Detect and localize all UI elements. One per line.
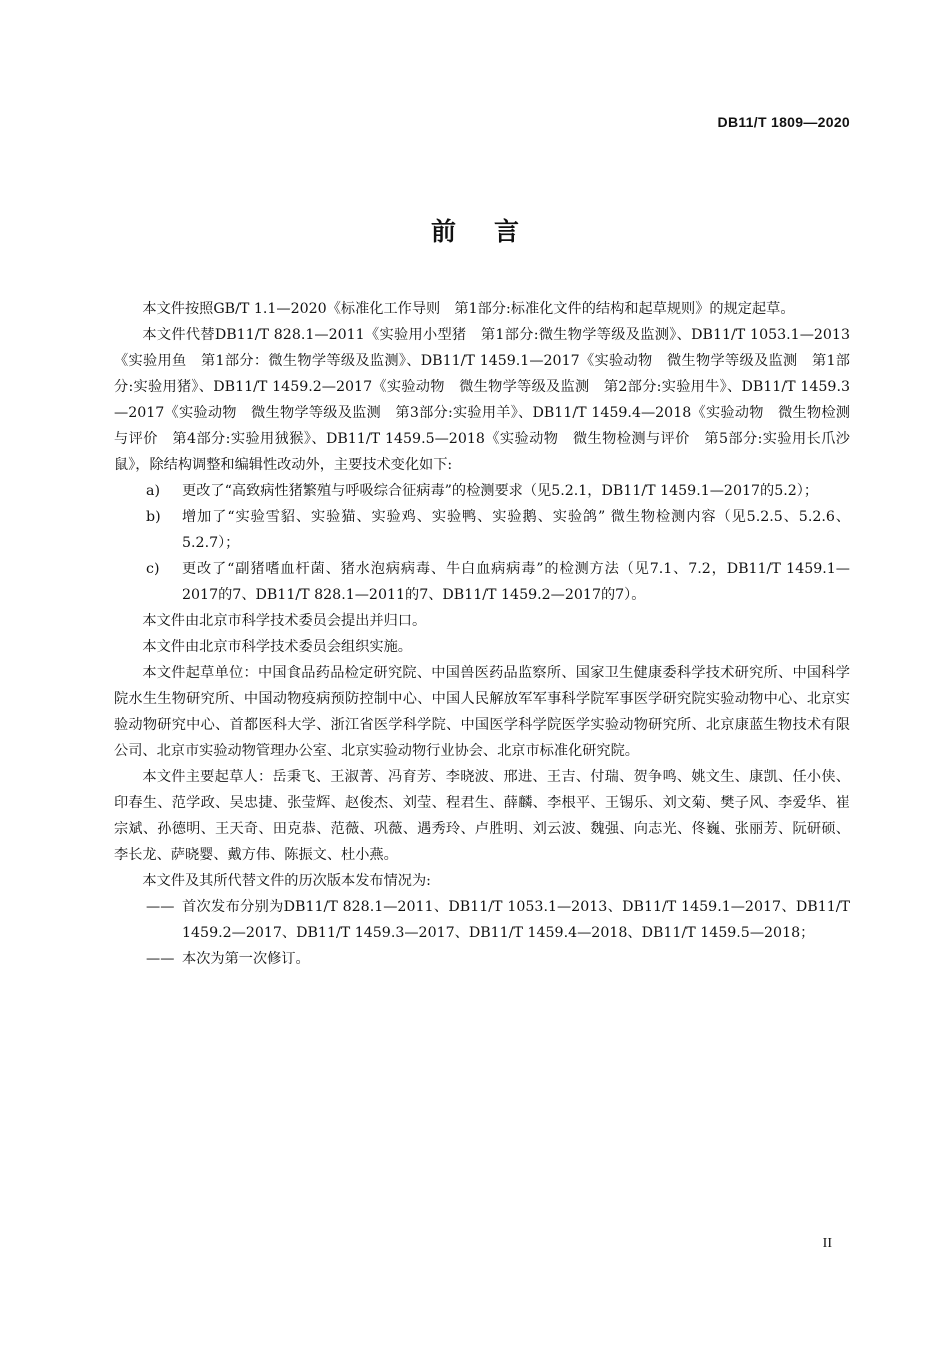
list-item-text: 更改了“副猪嗜血杆菌、猪水泡病病毒、牛白血病病毒”的检测方法（见7.1、7.2，DB11/T 1459.1—2017的7、DB11/T 828.1—2011的7、DB11/T 1459.2—2017的7）。 [182,561,850,603]
history-item-dash: —— [146,951,175,967]
history-item-text: 首次发布分别为DB11/T 828.1—2011、DB11/T 1053.1—2013、DB11/T 1459.1—2017、DB11/T 1459.2—2017、DB11/T 1459.3—2017、DB11/T 1459.4—2018、DB11/T 1459.5—2018； [182,899,850,941]
history-item [114,894,850,946]
list-item [114,478,850,504]
list-item-label: c) [146,561,160,577]
paragraph-version-history: 本文件及其所代替文件的历次版本发布情况为: [142,873,431,889]
list-item [114,556,850,608]
list-item-label: b) [146,509,161,525]
history-item-text: 本次为第一次修订。 [182,951,310,967]
history-item-dash: —— [146,899,175,915]
list-item-label: a) [146,483,160,499]
list-item [114,504,850,556]
foreword-body [114,296,850,972]
paragraph-implementer: 本文件由北京市科学技术委员会组织实施。 [142,639,412,655]
paragraph-proposer: 本文件由北京市科学技术委员会提出并归口。 [142,613,427,629]
paragraph-drafters: 本文件主要起草人：岳秉飞、王淑菁、冯育芳、李晓波、邢进、王吉、付瑞、贺争鸣、姚文生、康凯、任小侠、印春生、范学政、吴忠捷、张莹辉、赵俊杰、刘莹、程君生、薛麟、李根平、王锡乐、刘文菊、樊子风、李爱华、崔宗斌、孙德明、王天奇、田克恭、范薇、巩薇、遇秀玲、卢胜明、刘云波、魏强、向志光、佟巍、张丽芳、阮研硕、李长龙、萨晓婴、戴方伟、陈振文、杜小燕。 [114,769,850,863]
paragraph-replacement: 本文件代替DB11/T 828.1—2011《实验用小型猪 第1部分:微生物学等级及监测》、DB11/T 1053.1—2013《实验用鱼 第1部分：微生物学等级及监测》、DB11/T 1459.1—2017《实验动物 微生物学等级及监测 第1部分:实验用猪》、DB11/T 1459.2—2017《实验动物 微生物学等级及监测 第2部分:实验用牛》、DB11/T 1459.3—2017《实验动物 微生物学等级及监测 第3部分:实验用羊》、DB11/T 1459.4—2018《实验动物 微生物检测与评价 第4部分:实验用狨猴》、DB11/T 1459.5—2018《实验动物 微生物检测与评价 第5部分:实验用长爪沙鼠》，除结构调整和编辑性改动外，主要技术变化如下: [114,327,850,473]
list-item-text: 更改了“高致病性猪繁殖与呼吸综合征病毒”的检测要求（见5.2.1，DB11/T 1459.1—2017的5.2）； [182,483,819,499]
page-number: II [822,1236,832,1251]
paragraph-drafting-basis: 本文件按照GB/T 1.1—2020《标准化工作导则 第1部分:标准化文件的结构和起草规则》的规定起草。 [142,301,795,317]
list-item-text: 增加了“实验雪貂、实验猫、实验鸡、实验鸭、实验鹅、实验鸽” 微生物检测内容（见5.2.5、5.2.6、5.2.7）； [182,509,850,551]
page-title: 前言 [430,217,557,246]
standard-code: DB11/T 1809—2020 [717,114,850,130]
history-item [114,946,850,972]
paragraph-drafting-units: 本文件起草单位：中国食品药品检定研究院、中国兽医药品监察所、国家卫生健康委科学技术研究所、中国科学院水生生物研究所、中国动物疫病预防控制中心、中国人民解放军军事科学院军事医学研究院实验动物中心、北京实验动物研究中心、首都医科大学、浙江省医学科学院、中国医学科学院医学实验动物研究所、北京康蓝生物技术有限公司、北京市实验动物管理办公室、北京实验动物行业协会、北京市标准化研究院。 [114,665,850,759]
